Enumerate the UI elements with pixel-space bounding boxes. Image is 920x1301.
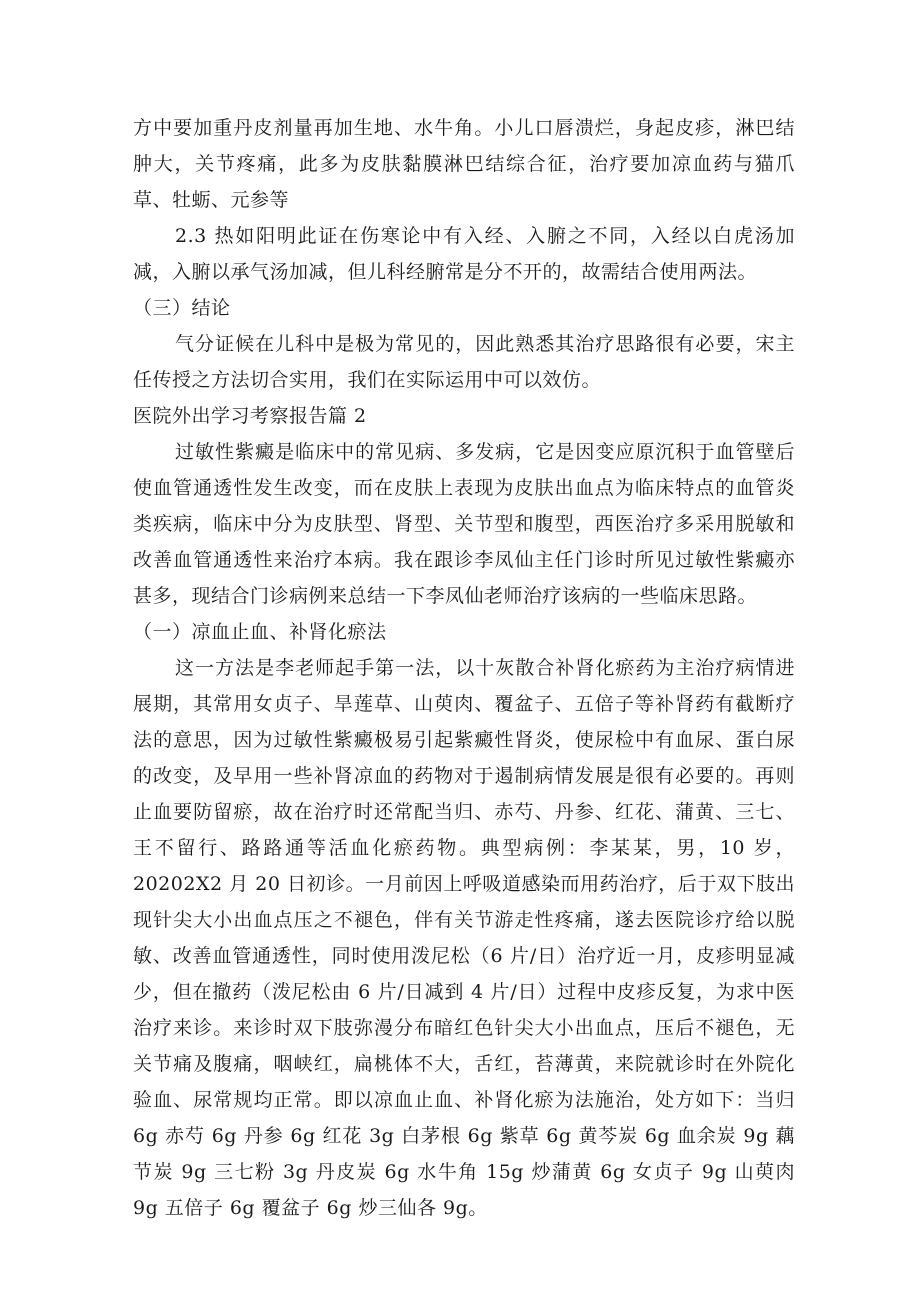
paragraph-intro: 过敏性紫癜是临床中的常见病、多发病，它是因变应原沉积于血管壁后使血管通透性发生改变，而在皮肤上表现为皮肤出血点为临床特点的血管炎类疾病，临床中分为皮肤型、肾型、关节型和腹型，西医治疗多采用脱敏和改善血管通透性来治疗本病。我在跟诊李凤仙主任门诊时所见过敏性紫癜亦甚多，现结合门诊病例来总结一下李凤仙老师治疗该病的一些临床思路。 <box>133 441 795 607</box>
paragraph-continuation: 方中要加重丹皮剂量再加生地、水牛角。小儿口唇溃烂，身起皮疹，淋巴结肿大，关节疼痛，此多为皮肤黏膜淋巴结综合征，治疗要加凉血药与猫爪草、牡蛎、元参等 <box>133 117 795 211</box>
paragraph-method-1: 这一方法是李老师起手第一法，以十灰散合补肾化瘀药为主治疗病情进展期，其常用女贞子、旱莲草、山萸肉、覆盆子、五倍子等补肾药有截断疗法的意思，因为过敏性紫癜极易引起紫癜性肾炎，使尿检中有血尿、蛋白尿的改变，及早用一些补肾凉血的药物对于遏制病情发展是很有必要的。再则止血要防留瘀，故在治疗时还常配当归、赤芍、丹参、红花、蒲黄、三七、王不留行、路路通等活血化瘀药物。典型病例：李某某，男，10 岁，20202X2 月 20 日初诊。一月前因上呼吸道感染而用药治疗，后于双下肢出现针尖大小出血点压之不褪色，伴有关节游走性疼痛，遂去医院诊疗给以脱敏、改善血管通透性，同时使用泼尼松（6 片/日）治疗近一月，皮疹明显减少，但在撤药（泼尼松由 6 片/日减到 4 片/日）过程中皮疹反复，为求中医治疗来诊。来诊时双下肢弥漫分布暗红色针尖大小出血点，压后不褪色，无关节痛及腹痛，咽峡红，扁桃体不大，舌红，苔薄黄，来院就诊时在外院化验血、尿常规均正常。即以凉血止血、补肾化瘀为法施治，处方如下：当归 6g 赤芍 6g 丹参 6g 红花 3g 白茅根 6g 紫草 6g 黄芩炭 6g 血余炭 9g 藕节炭 9g 三七粉 3g 丹皮炭 6g 水牛角 15g 炒蒲黄 6g 女贞子 9g 山萸肉 9g 五倍子 6g 覆盆子 6g 炒三仙各 9g。 <box>133 657 795 1219</box>
paragraph-section-2-3: 2.3 热如阳明此证在伤寒论中有入经、入腑之不同，入经以白虎汤加减，入腑以承气汤加减，但儿科经腑常是分不开的，故需结合使用两法。 <box>133 225 795 283</box>
paragraph-conclusion: 气分证候在儿科中是极为常见的，因此熟悉其治疗思路很有必要，宋主任传授之方法切合实用，我们在实际运用中可以效仿。 <box>133 333 795 391</box>
document-body <box>133 110 795 1226</box>
heading-conclusion: （三）结论 <box>133 297 231 319</box>
heading-method-1: （一）凉血止血、补肾化瘀法 <box>133 621 387 643</box>
heading-report-2: 医院外出学习考察报告篇 2 <box>133 405 367 427</box>
